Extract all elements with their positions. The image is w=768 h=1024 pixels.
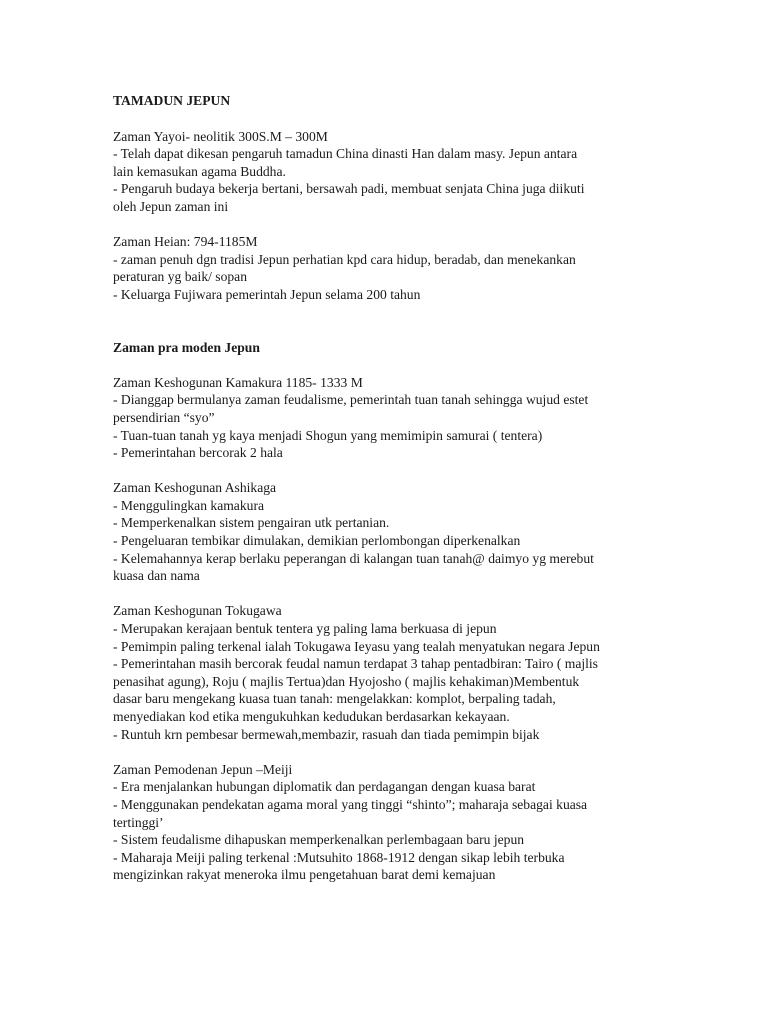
- text-line: - Memperkenalkan sistem pengairan utk pertanian.: [113, 515, 390, 531]
- document-page: [113, 92, 653, 884]
- text-line: - Maharaja Meiji paling terkenal :Mutsuhito 1868-1912 dengan sikap lebih terbuka: [113, 849, 565, 865]
- section-kamakura: [113, 374, 653, 462]
- text-line: tertinggi’: [113, 814, 164, 830]
- text-line: penasihat agung), Roju ( majlis Tertua)dan Hyojosho ( majlis kehakiman)Membentuk: [113, 673, 580, 689]
- section-title: Zaman Yayoi- neolitik 300S.M – 300M: [113, 128, 328, 144]
- text-line: - Runtuh krn pembesar bermewah,membazir, rasuah dan tiada pemimpin bijak: [113, 726, 540, 742]
- section-ashikaga: [113, 479, 653, 585]
- section-title: Zaman Keshogunan Kamakura 1185- 1333 M: [113, 374, 363, 390]
- text-line: - Pemerintahan masih bercorak feudal namun terdapat 3 tahap pentadbiran: Tairo ( majlis: [113, 656, 598, 672]
- text-line: - Dianggap bermulanya zaman feudalisme, pemerintah tuan tanah sehingga wujud estet: [113, 392, 589, 408]
- text-line: - Keluarga Fujiwara pemerintah Jepun selama 200 tahun: [113, 286, 421, 302]
- section-title: Zaman Keshogunan Ashikaga: [113, 480, 277, 496]
- text-line: - Merupakan kerajaan bentuk tentera yg paling lama berkuasa di jepun: [113, 621, 497, 637]
- text-line: oleh Jepun zaman ini: [113, 198, 229, 214]
- section-heading-pra-moden: Zaman pra moden Jepun: [113, 339, 260, 355]
- text-line: mengizinkan rakyat meneroka ilmu pengetahuan barat demi kemajuan: [113, 867, 496, 883]
- text-line: - Pemimpin paling terkenal ialah Tokugawa Ieyasu yang tealah menyatukan negara Jepun: [113, 638, 600, 654]
- text-line: - Kelemahannya kerap berlaku peperangan di kalangan tuan tanah@ daimyo yg merebut: [113, 550, 594, 566]
- text-line: - Pemerintahan bercorak 2 hala: [113, 445, 283, 461]
- section-title: Zaman Keshogunan Tokugawa: [113, 603, 282, 619]
- text-line: - Telah dapat dikesan pengaruh tamadun China dinasti Han dalam masy. Jepun antara: [113, 146, 578, 162]
- text-line: - Sistem feudalisme dihapuskan memperkenalkan perlembagaan baru jepun: [113, 832, 525, 848]
- text-line: dasar baru mengekang kuasa tuan tanah: mengelakkan: komplot, berpaling tadah,: [113, 691, 556, 707]
- text-line: lain kemasukan agama Buddha.: [113, 163, 286, 179]
- section-heian: [113, 233, 653, 303]
- text-line: - Era menjalankan hubungan diplomatik dan perdagangan dengan kuasa barat: [113, 779, 536, 795]
- text-line: kuasa dan nama: [113, 568, 200, 584]
- section-yayoi: [113, 128, 653, 216]
- text-line: persendirian “syo”: [113, 409, 215, 425]
- section-meiji: [113, 761, 653, 884]
- text-line: - Pengaruh budaya bekerja bertani, bersawah padi, membuat senjata China juga diikuti: [113, 181, 585, 197]
- text-line: - Tuan-tuan tanah yg kaya menjadi Shogun yang memimipin samurai ( tentera): [113, 427, 543, 443]
- text-line: - Menggulingkan kamakura: [113, 497, 264, 513]
- document-title: TAMADUN JEPUN: [113, 93, 231, 108]
- text-line: - Menggunakan pendekatan agama moral yang tinggi “shinto”; maharaja sebagai kuasa: [113, 796, 588, 812]
- text-line: - Pengeluaran tembikar dimulakan, demikian perlombongan diperkenalkan: [113, 533, 521, 549]
- text-line: peraturan yg baik/ sopan: [113, 269, 248, 285]
- text-line: - zaman penuh dgn tradisi Jepun perhatian kpd cara hidup, beradab, dan menekankan: [113, 251, 576, 267]
- text-line: menyediakan kod etika mengukuhkan kedudukan berdasarkan kekayaan.: [113, 709, 510, 724]
- section-tokugawa: [113, 602, 653, 743]
- section-title: Zaman Pemodenan Jepun –Meiji: [113, 761, 293, 777]
- section-title: Zaman Heian: 794-1185M: [113, 234, 258, 250]
